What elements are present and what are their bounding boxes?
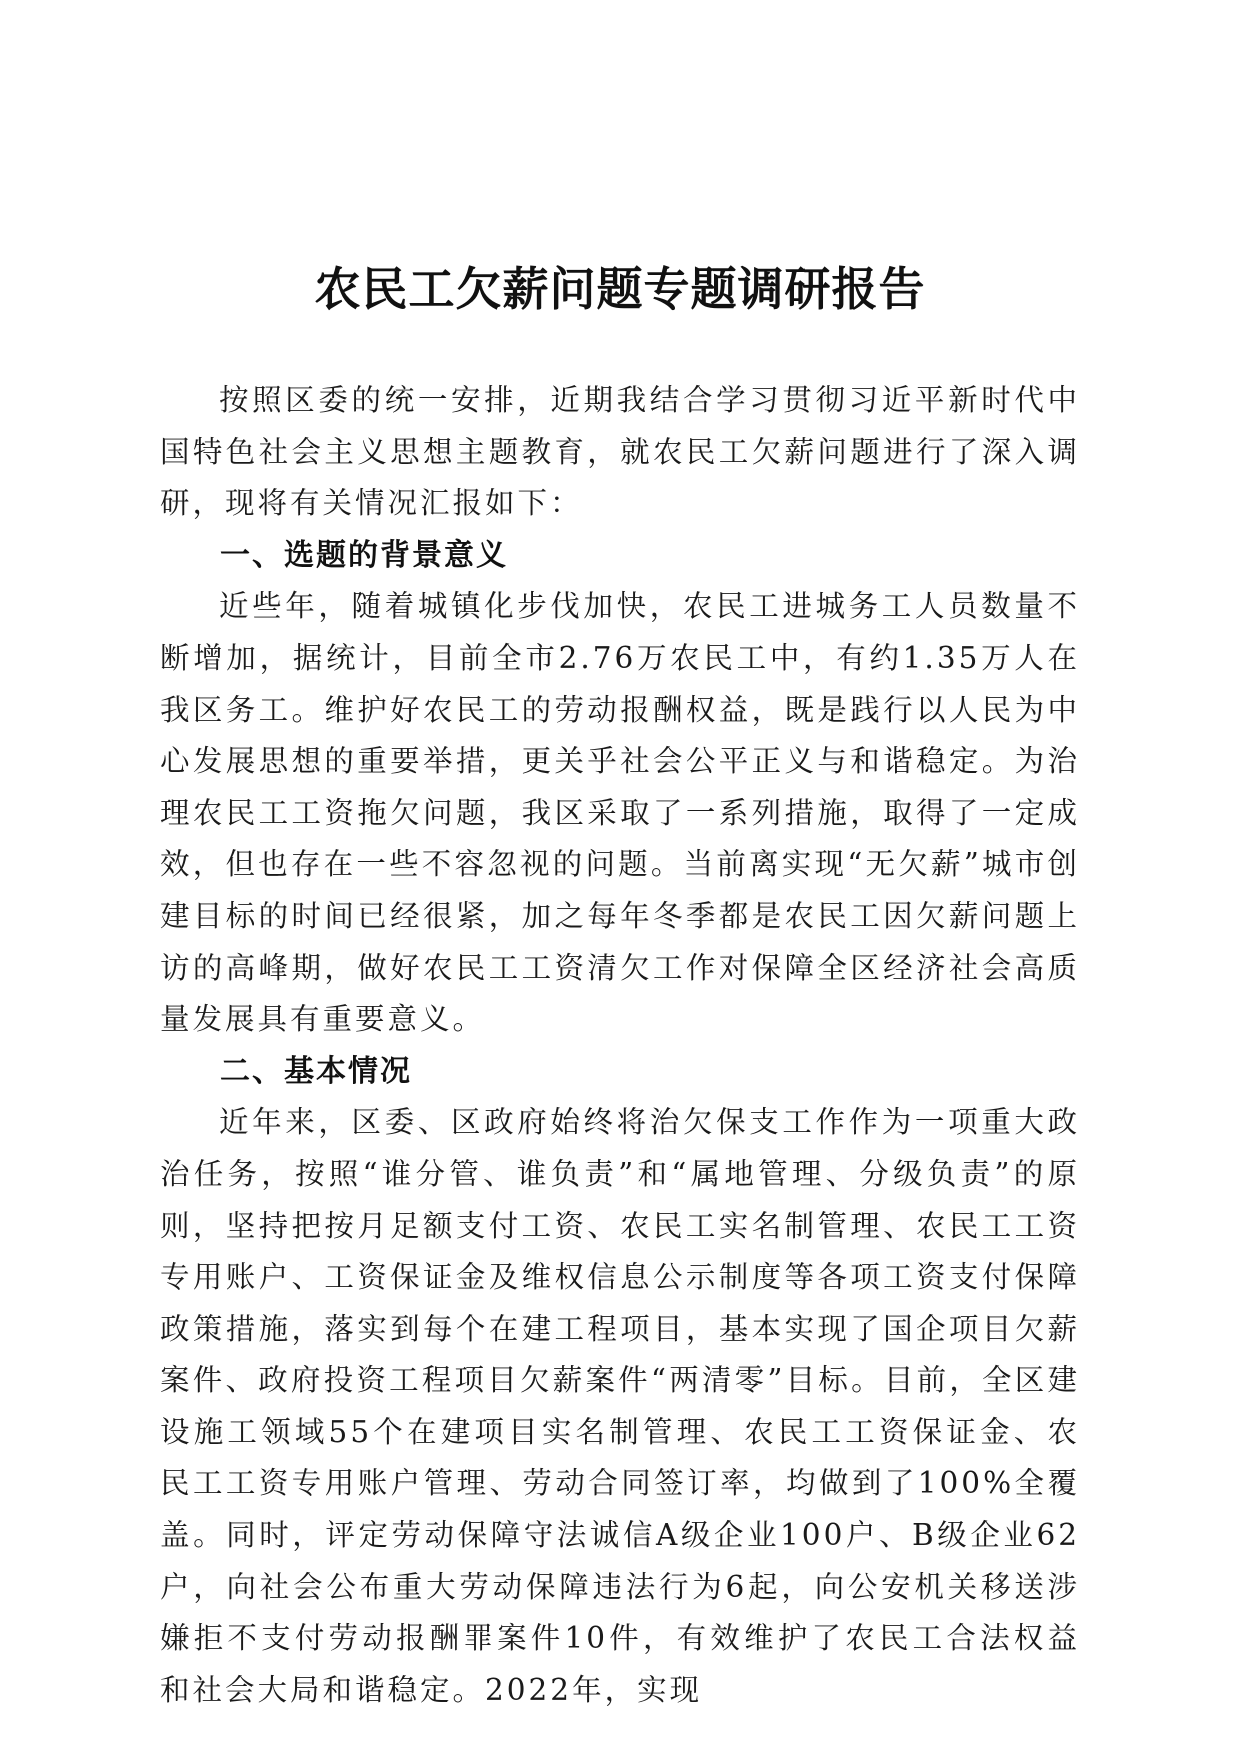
section-heading-background: 一、选题的背景意义 [220, 537, 508, 573]
basic-situation-paragraph: 近年来，区委、区政府始终将治欠保支工作作为一项重大政治任务，按照“谁分管、谁负责”和“属地管理、分级负责”的原则，坚持把按月足额支付工资、农民工实名制管理、农民工工资专用账户、工资保证金及维权信息公示制度等各项工资支付保障政策措施，落实到每个在建工程项目，基本实现了国企项目欠薪案件、政府投资工程项目欠薪案件“两清零”目标。目前，全区建设施工领域55个在建项目实名制管理、农民工工资保证金、农民工工资专用账户管理、劳动合同签订率，均做到了100%全覆盖。同时，评定劳动保障守法诚信A级企业100户、B级企业62户，向社会公布重大劳动保障违法行为6起，向公安机关移送涉嫌拒不支付劳动报酬罪案件10件，有效维护了农民工合法权益和社会大局和谐稳定。2022年，实现 [160, 1105, 1080, 1707]
document-title: 农民工欠薪问题专题调研报告 [314, 261, 926, 316]
background-paragraph: 近些年，随着城镇化步伐加快，农民工进城务工人员数量不断增加，据统计，目前全市2.76万农民工中，有约1.35万人在我区务工。维护好农民工的劳动报酬权益，既是践行以人民为中心发展思想的重要举措，更关乎社会公平正义与和谐稳定。为治理农民工工资拖欠问题，我区采取了一系列措施，取得了一定成效，但也存在一些不容忽视的问题。当前离实现“无欠薪”城市创建目标的时间已经很紧，加之每年冬季都是农民工因欠薪问题上访的高峰期，做好农民工工资清欠工作对保障全区经济社会高质量发展具有重要意义。 [160, 589, 1080, 1037]
intro-paragraph: 按照区委的统一安排，近期我结合学习贯彻习近平新时代中国特色社会主义思想主题教育，就农民工欠薪问题进行了深入调研，现将有关情况汇报如下： [160, 383, 1080, 521]
document-body [160, 375, 1080, 1716]
section-heading-basic-situation: 二、基本情况 [220, 1053, 412, 1089]
